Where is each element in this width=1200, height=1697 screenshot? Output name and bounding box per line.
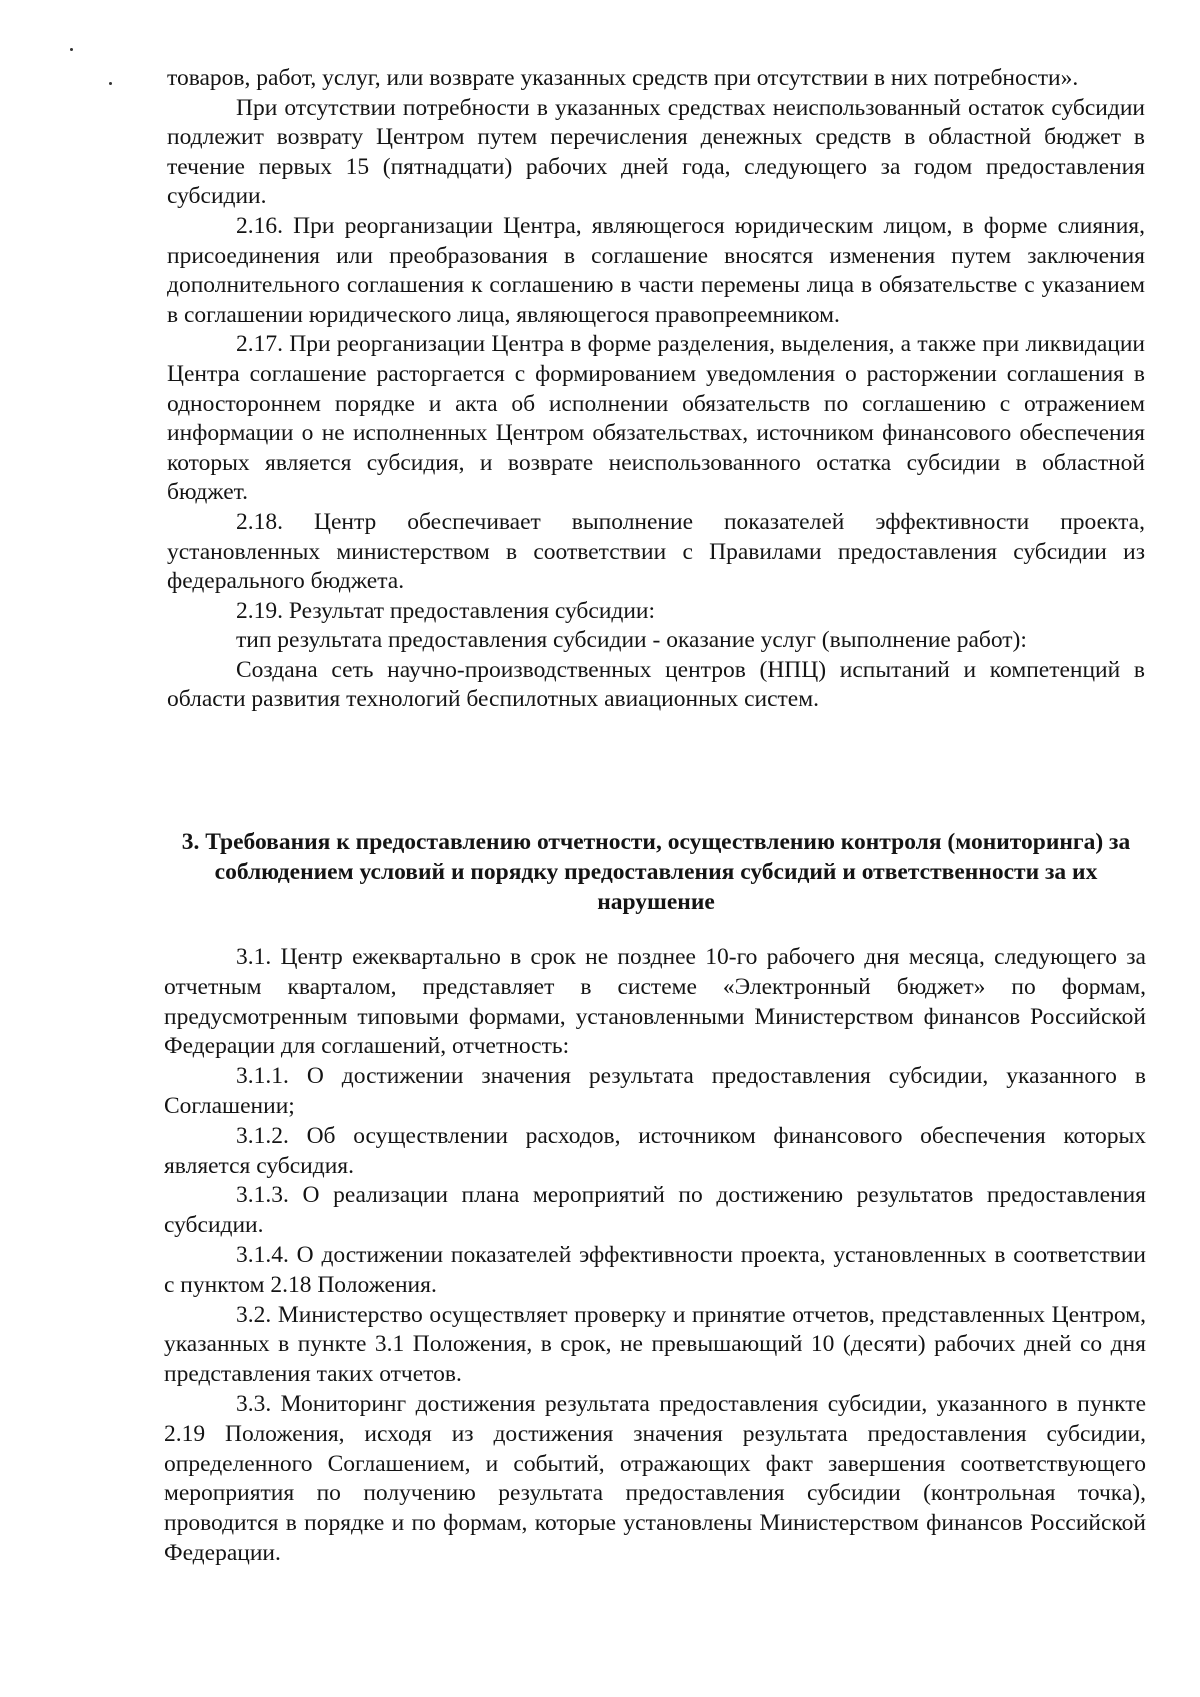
paragraph-3-1-3: 3.1.3. О реализации плана мероприятий по достижению результатов предоставления субсидии.	[164, 1182, 1146, 1239]
paragraph-3-2: 3.2. Министерство осуществляет проверку и принятие отчетов, представленных Центром, указанных в пункте 3.1 Положения, в срок, не превышающий 10 (десяти) рабочих дней со дня представления таких отчетов.	[164, 1301, 1146, 1388]
paragraph-3-3: 3.3. Мониторинг достижения результата предоставления субсидии, указанного в пункте 2.19 Положения, исходя из достижения значения результата предоставления субсидии, определенного Соглашением, и событий, отражающих факт завершения соответствующего мероприятия по получению результата предоставления субсидии (контрольная точка), проводится в порядке и по формам, которые установлены Министерством финансов Российской Федерации.	[164, 1390, 1146, 1566]
paragraph-2-19: 2.19. Результат предоставления субсидии:	[236, 597, 656, 624]
paragraph-continuation: товаров, работ, услуг, или возврате указанных средств при отсутствии в них потребности».	[167, 65, 1079, 91]
paragraph-remainder-return: При отсутствии потребности в указанных средствах неиспользованный остаток субсидии подлежит возврату Центром путем перечисления денежных средств в областной бюджет в течение первых 15 (пятнадцати) рабочих дней года, следующего за годом предоставления субсидии.	[167, 94, 1145, 210]
paragraph-2-19-result: Создана сеть научно-производственных центров (НПЦ) испытаний и компетенций в области развития технологий беспилотных авиационных систем.	[167, 656, 1145, 713]
paragraph-2-19-type: тип результата предоставления субсидии - оказание услуг (выполнение работ):	[236, 627, 1027, 654]
scan-speck	[109, 82, 112, 85]
paragraph-2-18: 2.18. Центр обеспечивает выполнение показателей эффективности проекта, установленных министерством в соответствии с Правилами предоставления субсидии из федерального бюджета.	[167, 508, 1145, 595]
section-3-text	[164, 943, 1146, 1569]
paragraph-2-17: 2.17. При реорганизации Центра в форме разделения, выделения, а также при ликвидации Центра соглашение расторгается с формированием уведомления о расторжении соглашения в одностороннем порядке и акта об исполнении обязательств по соглашению с отражением информации о не исполненных Центром обязательствах, источником финансового обеспечения которых является субсидия, и возврате неиспользованного остатка субсидии в областной бюджет.	[167, 331, 1145, 506]
paragraph-2-16: 2.16. При реорганизации Центра, являющегося юридическим лицом, в форме слияния, присоединения или преобразования в соглашение вносятся изменения путем заключения дополнительного соглашения к соглашению в части перемены лица в обязательстве с указанием в соглашении юридического лица, являющегося правопреемником.	[167, 212, 1145, 328]
section-2-text	[167, 64, 1145, 715]
paragraph-3-1: 3.1. Центр ежеквартально в срок не позднее 10-го рабочего дня месяца, следующего за отчетным кварталом, представляет в системе «Электронный бюджет» по формам, предусмотренным типовыми формами, установленными Министерством финансов Российской Федерации для соглашений, отчетность:	[164, 944, 1146, 1060]
paragraph-3-1-4: 3.1.4. О достижении показателей эффективности проекта, установленных в соответствии с пунктом 2.18 Положения.	[164, 1241, 1146, 1298]
paragraph-3-1-1: 3.1.1. О достижении значения результата предоставления субсидии, указанного в Соглашении;	[164, 1063, 1146, 1119]
section-3-heading: 3. Требования к предоставлению отчетности, осуществлению контроля (мониторинга) за соблюдением условий и порядку предоставления субсидий и ответственности за их нарушение	[181, 829, 1131, 915]
scan-speck	[70, 48, 73, 51]
paragraph-3-1-2: 3.1.2. Об осуществлении расходов, источником финансового обеспечения которых является субсидия.	[164, 1122, 1146, 1179]
